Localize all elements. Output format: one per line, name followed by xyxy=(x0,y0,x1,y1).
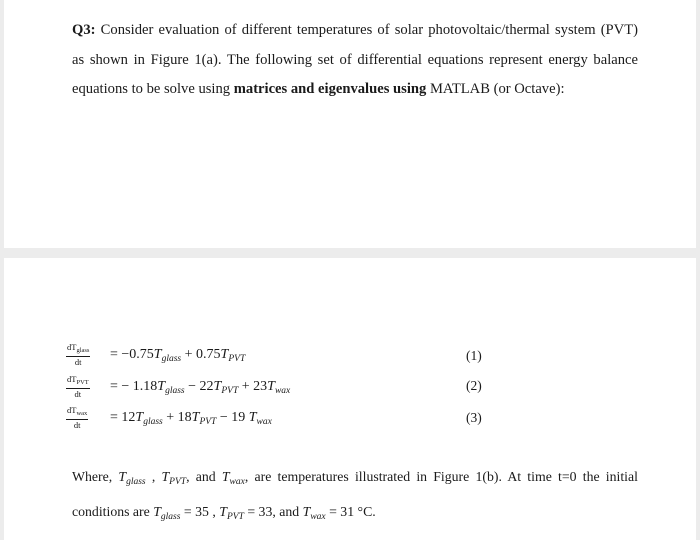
math-symbol: T xyxy=(219,504,227,519)
math-subscript: wax xyxy=(229,477,245,487)
math-symbol: T xyxy=(248,410,257,425)
math-text: , are temperatures illustrated in Figure 1(b). At time t=0 the initial conditions are xyxy=(72,469,638,519)
math-subscript: glass xyxy=(165,386,185,396)
equations-card xyxy=(4,258,696,540)
initial-conditions-paragraph xyxy=(72,462,638,532)
math-text: = 12 xyxy=(110,410,136,425)
math-text: = 31 °C. xyxy=(325,504,376,519)
math-text: = −0.75 xyxy=(110,347,154,362)
equation-2-derivative: $dT_{PVT}$ dt xyxy=(67,374,89,399)
question-card xyxy=(4,0,696,248)
math-text: Where, xyxy=(72,469,119,484)
math-subscript: PVT xyxy=(169,477,187,487)
math-symbol: T xyxy=(221,469,230,484)
question-text-start: Consider evaluation of different temperatures of solar photovoltaic/thermal system (PVT) as shown in Figure 1(a). The following set of differential equations represent energy balance equations to be solve using xyxy=(72,22,638,97)
math-symbol: T xyxy=(135,410,144,425)
math-subscript: wax xyxy=(310,512,326,522)
equation-1 xyxy=(66,342,486,366)
math-text: , xyxy=(145,469,162,484)
math-symbol: T xyxy=(191,410,200,425)
math-symbol: T xyxy=(213,379,222,394)
math-subscript: PVT xyxy=(199,417,217,427)
math-symbol: T xyxy=(267,379,275,394)
math-text: − 19 xyxy=(216,410,249,425)
math-symbol: T xyxy=(153,347,162,362)
question-bold-phrase: matrices and eigenvalues using xyxy=(233,81,427,97)
math-subscript: PVT xyxy=(226,512,244,522)
equation-3 xyxy=(66,405,486,429)
math-symbol: T xyxy=(153,504,161,519)
math-subscript: glass xyxy=(161,354,182,364)
math-symbol: T xyxy=(161,469,170,484)
math-subscript: PVT xyxy=(228,354,246,364)
math-text: = 33, and xyxy=(243,504,303,519)
question-paragraph xyxy=(72,16,638,105)
math-subscript: PVT xyxy=(221,386,239,396)
math-subscript: glass xyxy=(143,417,163,427)
math-text: , and xyxy=(186,469,222,484)
math-symbol: T xyxy=(302,504,311,519)
equation-1-rhs xyxy=(110,347,245,364)
question-label: Q3: xyxy=(72,22,96,38)
math-text: + 0.75 xyxy=(181,347,221,362)
equation-3-derivative: $dT_{wax}$ dt xyxy=(67,405,88,430)
math-symbol: T xyxy=(118,469,127,484)
math-symbol: T xyxy=(157,379,166,394)
equation-3-rhs xyxy=(110,410,272,427)
equation-2-number: (2) xyxy=(466,378,482,393)
equation-3-number: (3) xyxy=(466,410,482,425)
math-text: = 35 , xyxy=(180,504,220,519)
math-subscript: wax xyxy=(256,417,272,427)
equation-2 xyxy=(66,374,486,398)
math-symbol: T xyxy=(220,347,229,362)
question-text-end: MATLAB (or Octave): xyxy=(426,81,565,97)
math-text: + 23 xyxy=(238,379,268,394)
math-text: − 22 xyxy=(184,379,214,394)
equation-2-rhs xyxy=(110,379,290,396)
math-subscript: glass xyxy=(126,477,146,487)
math-text: = − 1.18 xyxy=(110,379,158,394)
math-subscript: glass xyxy=(160,512,181,522)
equation-1-number: (1) xyxy=(466,348,482,363)
equation-1-derivative: $dT_{glass}$ dt xyxy=(67,342,90,367)
math-subscript: wax xyxy=(274,386,291,396)
math-text: + 18 xyxy=(162,410,192,425)
